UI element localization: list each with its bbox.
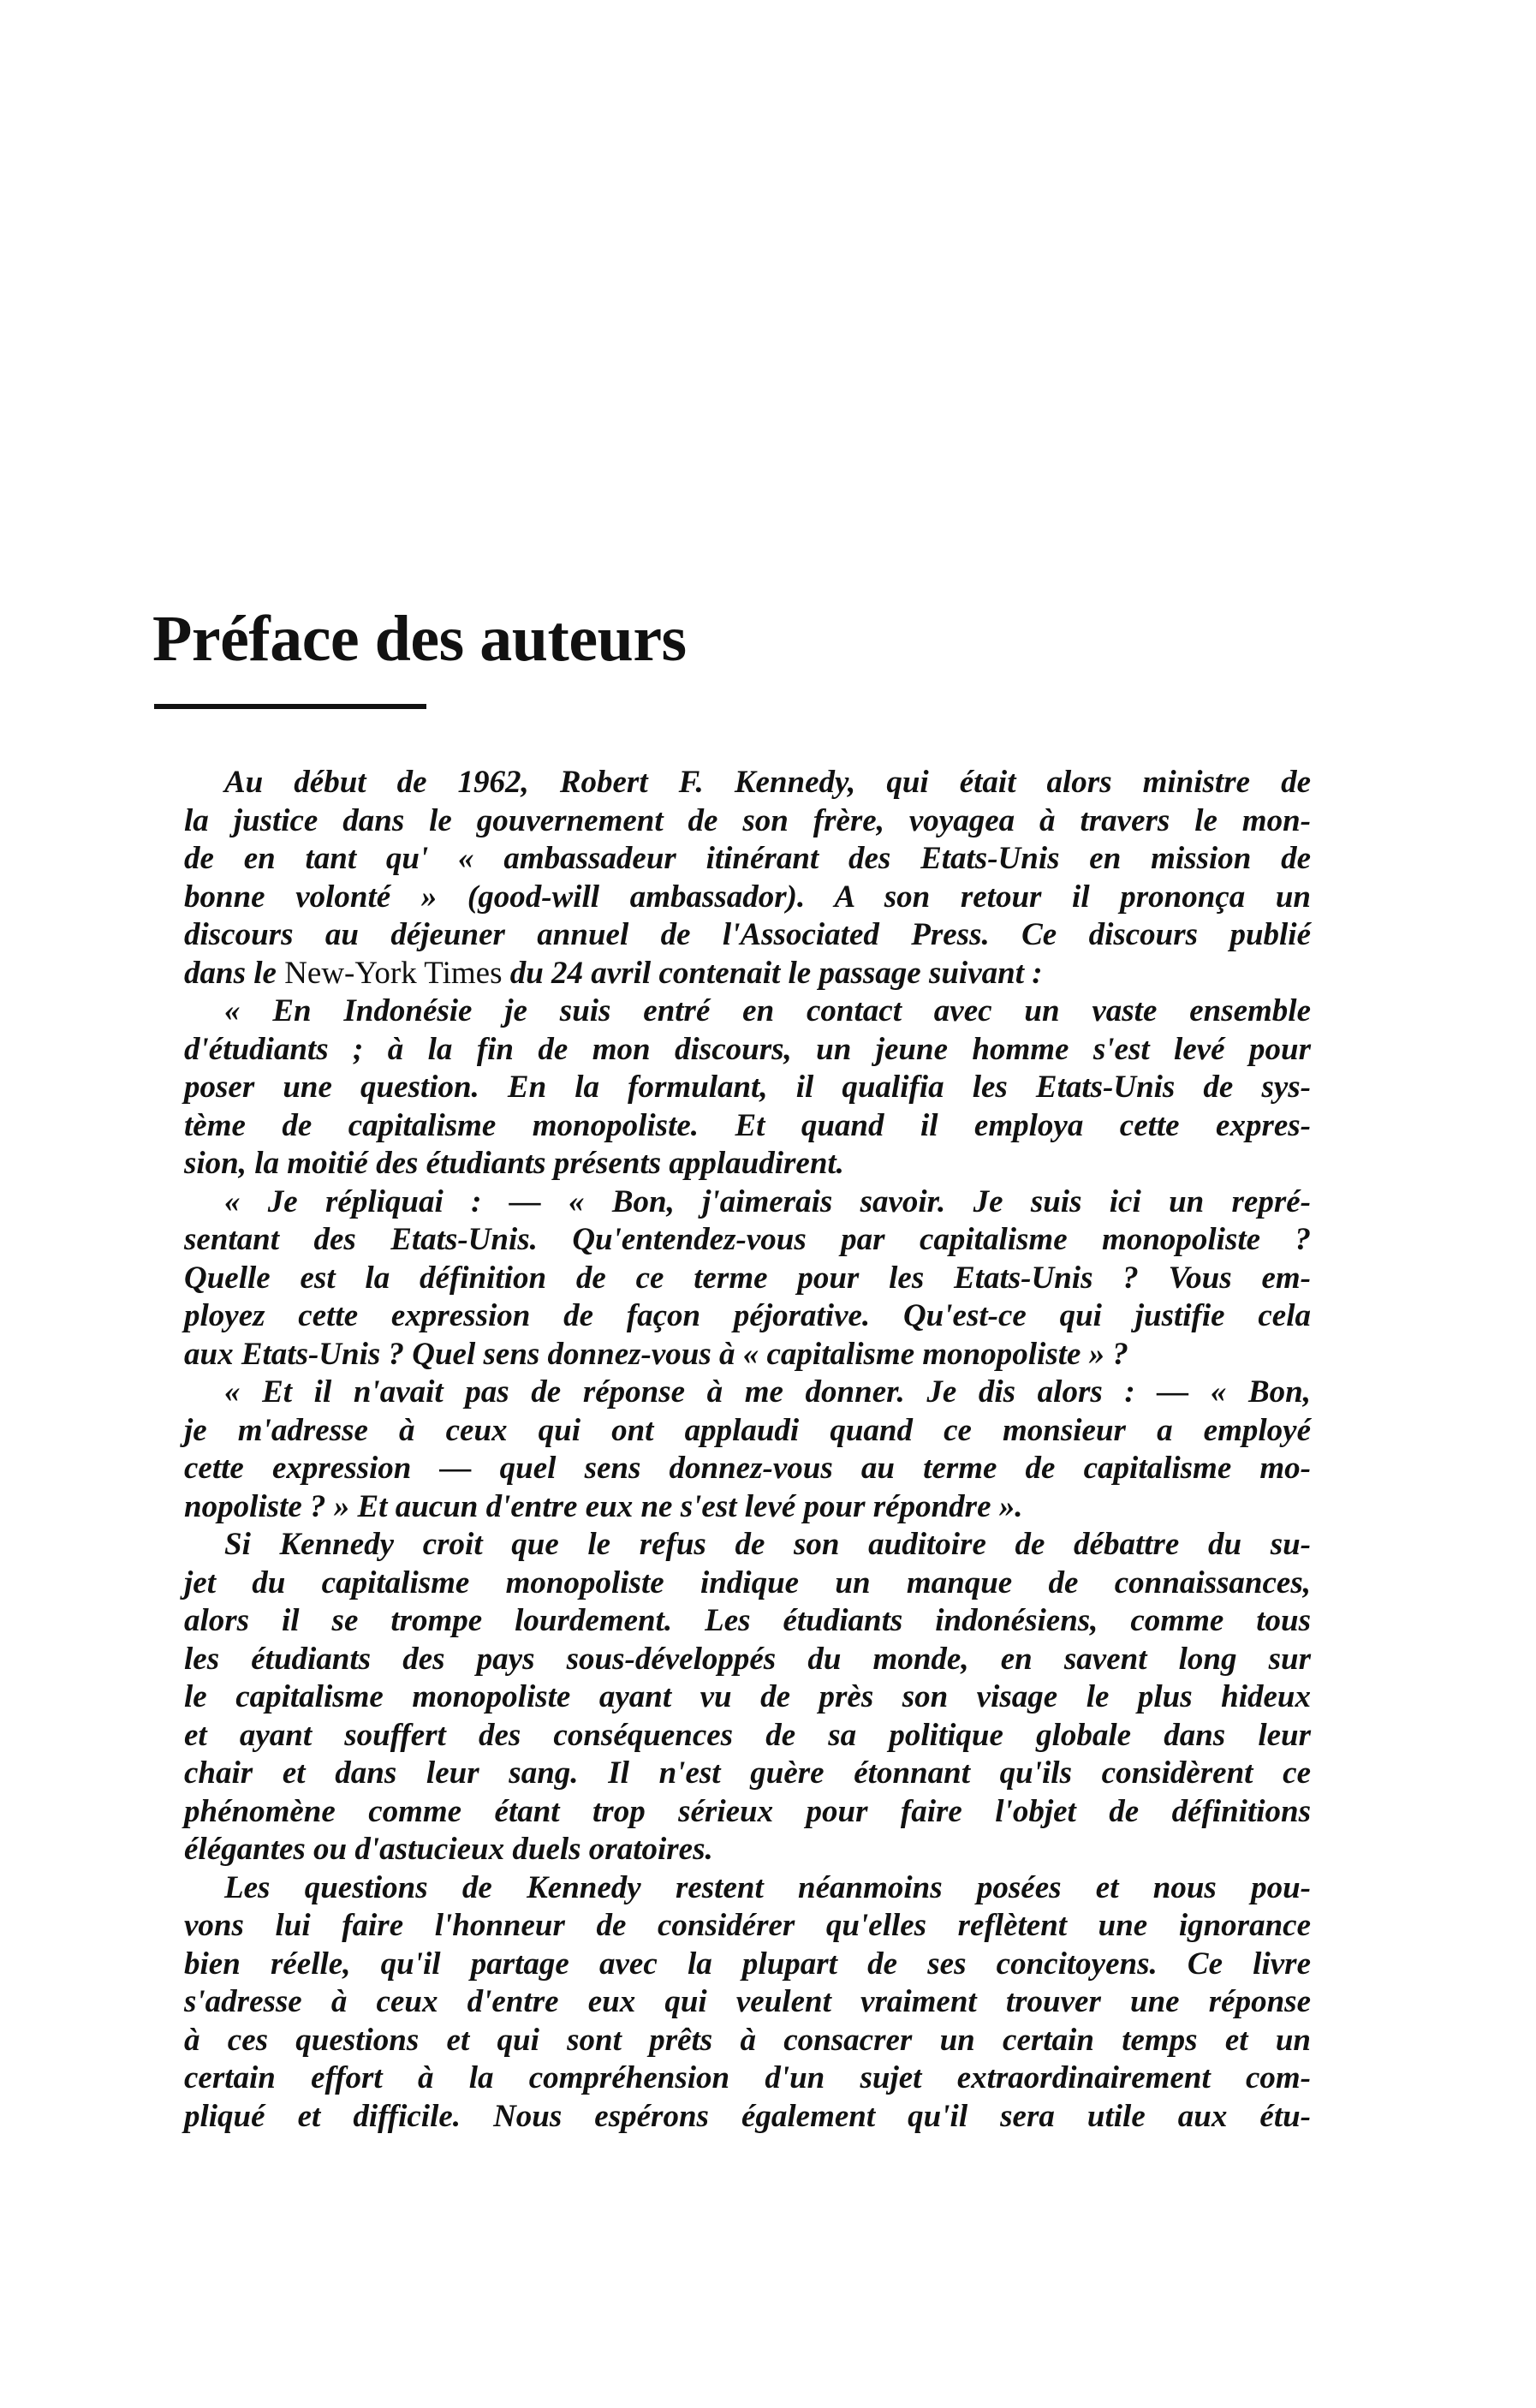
text-line: ployez cette expression de façon péjorative. Qu'est-ce qui justifie cela [184, 1298, 1311, 1333]
newspaper-title: New-York Times [284, 955, 503, 991]
paragraph [184, 1183, 1311, 1374]
text-line: « Je répliquai : — « Bon, j'aimerais savoir. Je suis ici un repré- [224, 1183, 1311, 1219]
text-line: chair et dans leur sang. Il n'est guère étonnant qu'ils considèrent ce [184, 1755, 1311, 1791]
page-title: Préface des auteurs [152, 603, 687, 675]
text-line: sion, la moitié des étudiants présents applaudirent. [184, 1146, 844, 1181]
text-line: d'étudiants ; à la fin de mon discours, un jeune homme s'est levé pour [184, 1031, 1311, 1067]
text-line: de en tant qu' « ambassadeur itinérant des Etats-Unis en mission de [184, 841, 1311, 876]
text-line: cette expression — quel sens donnez-vous au terme de capitalisme mo- [184, 1451, 1311, 1486]
text-line: Quelle est la définition de ce terme pour les Etats-Unis ? Vous em- [184, 1260, 1311, 1296]
paragraph [184, 764, 1311, 992]
text-line: et ayant souffert des conséquences de sa politique globale dans leur [184, 1717, 1311, 1753]
text-line: vons lui faire l'honneur de considérer qu'elles reflètent une ignorance [184, 1908, 1311, 1943]
paragraph [184, 1374, 1311, 1526]
text-line: sentant des Etats-Unis. Qu'entendez-vous par capitalisme monopoliste ? [184, 1222, 1311, 1257]
text-line: s'adresse à ceux d'entre eux qui veulent vraiment trouver une réponse [184, 1984, 1311, 2019]
text-line: alors il se trompe lourdement. Les étudiants indonésiens, comme tous [184, 1603, 1311, 1638]
text-line: Si Kennedy croit que le refus de son auditoire de débattre du su- [224, 1527, 1311, 1562]
text-line: le capitalisme monopoliste ayant vu de près son visage le plus hideux [184, 1679, 1311, 1714]
text-line: jet du capitalisme monopoliste indique un manque de connaissances, [184, 1565, 1311, 1600]
text-line: dans le New-York Times du 24 avril contenait le passage suivant : [184, 955, 1043, 991]
text-line: « En Indonésie je suis entré en contact avec un vaste ensemble [224, 993, 1311, 1028]
text-line: poser une question. En la formulant, il qualifia les Etats-Unis de sys- [184, 1070, 1311, 1105]
text-line: discours au déjeuner annuel de l'Associated Press. Ce discours publié [184, 917, 1311, 952]
text-line: élégantes ou d'astucieux duels oratoires. [184, 1832, 713, 1867]
text-line: les étudiants des pays sous-développés du monde, en savent long sur [184, 1641, 1311, 1677]
text-line: je m'adresse à ceux qui ont applaudi quand ce monsieur a employé [184, 1412, 1311, 1448]
text-line: la justice dans le gouvernement de son frère, voyagea à travers le mon- [184, 802, 1311, 838]
text-line: aux Etats-Unis ? Quel sens donnez-vous à « capitalisme monopoliste » ? [184, 1336, 1128, 1372]
text-line: Les questions de Kennedy restent néanmoins posées et nous pou- [224, 1869, 1311, 1905]
text-line: bien réelle, qu'il partage avec la plupart de ses concitoyens. Ce livre [184, 1946, 1311, 1982]
paragraph [184, 1526, 1311, 1869]
paragraph [184, 992, 1311, 1183]
text-line: Au début de 1962, Robert F. Kennedy, qui était alors ministre de [224, 765, 1311, 800]
text-line: tème de capitalisme monopoliste. Et quand il employa cette expres- [184, 1107, 1311, 1143]
text-line: « Et il n'avait pas de réponse à me donner. Je dis alors : — « Bon, [224, 1374, 1311, 1410]
body-text [184, 764, 1311, 2136]
paragraph [184, 1869, 1311, 2137]
text-line: pliqué et difficile. Nous espérons également qu'il sera utile aux étu- [184, 2098, 1311, 2134]
text-line: bonne volonté » (good-will ambassador). A son retour il prononça un [184, 879, 1311, 915]
title-underline-rule [154, 704, 426, 709]
text-line: à ces questions et qui sont prêts à consacrer un certain temps et un [184, 2022, 1311, 2058]
text-line: nopoliste ? » Et aucun d'entre eux ne s'est levé pour répondre ». [184, 1488, 1023, 1524]
text-line: certain effort à la compréhension d'un sujet extraordinairement com- [184, 2060, 1311, 2095]
text-line: phénomène comme étant trop sérieux pour faire l'objet de définitions [184, 1793, 1311, 1829]
